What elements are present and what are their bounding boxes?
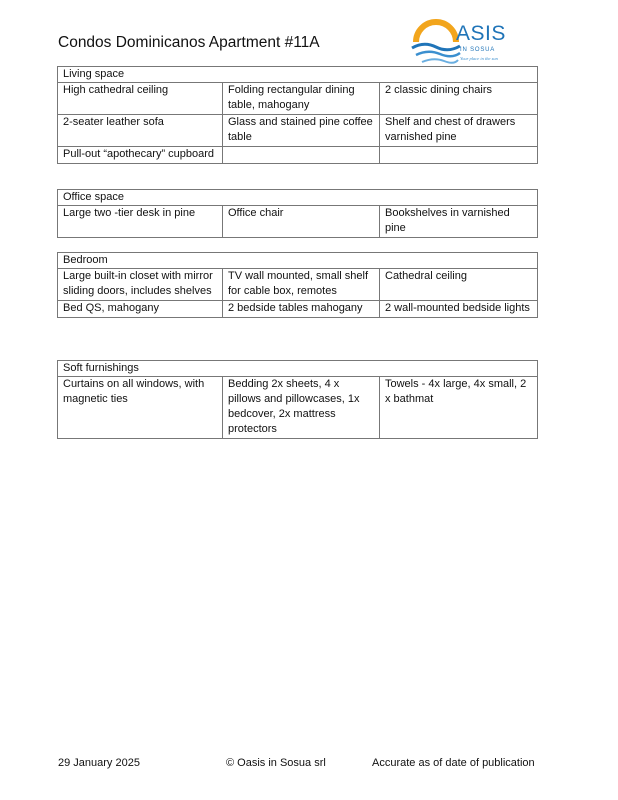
section-heading: Bedroom [58,253,538,269]
table-cell [223,147,380,164]
page-title: Condos Dominicanos Apartment #11A [58,34,320,51]
table-cell: Office chair [223,206,380,238]
logo-subtitle: IN SOSUA [460,47,496,53]
table-cell: Bookshelves in varnished pine [380,206,538,238]
table-cell: Folding rectangular dining table, mahogany [223,83,380,115]
table-cell: 2 classic dining chairs [380,83,538,115]
company-logo [410,12,536,68]
footer-copyright: © Oasis in Sosua srl [226,757,326,769]
logo-tagline: Your place in the sun [460,56,498,61]
table-cell: Bedding 2x sheets, 4 x pillows and pillowcases, 1x bedcover, 2x mattress protectors [223,377,380,439]
bedroom-table [57,252,538,318]
table-row [58,206,538,238]
footer-date: 29 January 2025 [58,757,140,769]
table-cell: Shelf and chest of drawers varnished pine [380,115,538,147]
table-cell: Glass and stained pine coffee table [223,115,380,147]
office-space-table [57,189,538,238]
table-row [58,301,538,318]
table-cell: Large two -tier desk in pine [58,206,223,238]
footer-note: Accurate as of date of publication [372,757,535,769]
table-cell: 2 bedside tables mahogany [223,301,380,318]
table-cell: Large built-in closet with mirror sliding doors, includes shelves [58,269,223,301]
table-cell: High cathedral ceiling [58,83,223,115]
table-cell: TV wall mounted, small shelf for cable box, remotes [223,269,380,301]
table-cell: 2 wall-mounted bedside lights [380,301,538,318]
table-row [58,83,538,115]
table-cell: Bed QS, mahogany [58,301,223,318]
table-cell: Pull-out “apothecary” cupboard [58,147,223,164]
table-row [58,269,538,301]
sun-wave-logo-icon [410,12,462,68]
table-row [58,147,538,164]
table-cell: Cathedral ceiling [380,269,538,301]
soft-furnishings-table [57,360,538,439]
table-cell: Curtains on all windows, with magnetic ties [58,377,223,439]
table-cell: 2-seater leather sofa [58,115,223,147]
logo-wordmark: ASIS [456,22,506,45]
living-space-table [57,66,538,164]
table-row [58,377,538,439]
section-heading: Living space [58,67,538,83]
table-cell: Towels - 4x large, 4x small, 2 x bathmat [380,377,538,439]
table-row [58,115,538,147]
table-cell [380,147,538,164]
section-heading: Office space [58,190,538,206]
section-heading: Soft furnishings [58,361,538,377]
